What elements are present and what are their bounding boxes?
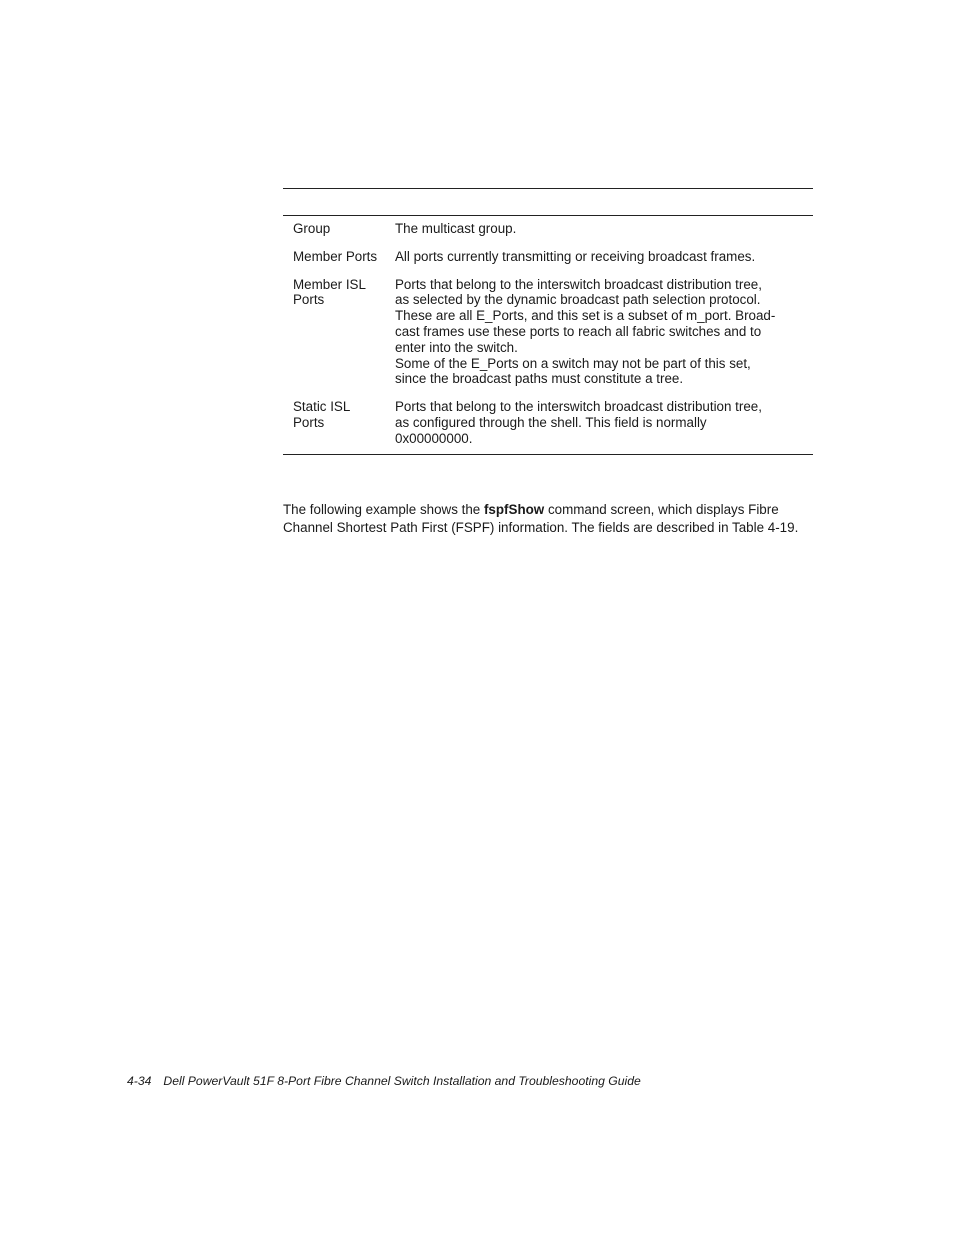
field-description: All ports currently transmitting or receiving broadcast frames. xyxy=(395,248,756,264)
command-name: fspfShow xyxy=(483,502,545,517)
field-name: Member ISL Ports xyxy=(293,276,366,308)
table-bottom-rule xyxy=(283,454,813,455)
document-title: Dell PowerVault 51F 8-Port Fibre Channel Switch Installation and Troubleshooting Guide xyxy=(163,1074,641,1088)
page-footer xyxy=(127,1074,641,1088)
field-name: Member Ports xyxy=(293,248,378,264)
field-description: Ports that belong to the interswitch broadcast distribution tree, as configured through the shell. This field is normally 0x00000000. xyxy=(395,399,762,446)
table-row xyxy=(283,277,813,388)
table-top-rule xyxy=(283,188,813,189)
field-description-table xyxy=(283,188,813,455)
table-row xyxy=(283,399,813,446)
field-description: The multicast group. xyxy=(395,221,517,236)
field-description: Ports that belong to the interswitch broadcast distribution tree, as selected by the dynamic broadcast path selection protocol. These are all E_Ports, and this set is a subset of m_port. Broad- cast frames use these ports to reach all fabric switches and to enter into the switch. Some of the E_Ports on a switch may not be part of this set, since the broadcast paths must constitute a tree. xyxy=(395,276,776,387)
paragraph-text-start: The following example shows the xyxy=(283,502,484,517)
paragraph-text-end: command screen, which displays Fibre Channel Shortest Path First (FSPF) information. The fields are described in Table 4-19. xyxy=(283,502,799,535)
table-row xyxy=(283,221,813,237)
field-name: Group xyxy=(293,221,331,236)
body-paragraph xyxy=(283,501,823,537)
field-name: Static ISL Ports xyxy=(293,399,351,430)
table-header-rule xyxy=(283,215,813,216)
page-number: 4-34 xyxy=(127,1074,152,1088)
table-row xyxy=(283,249,813,265)
